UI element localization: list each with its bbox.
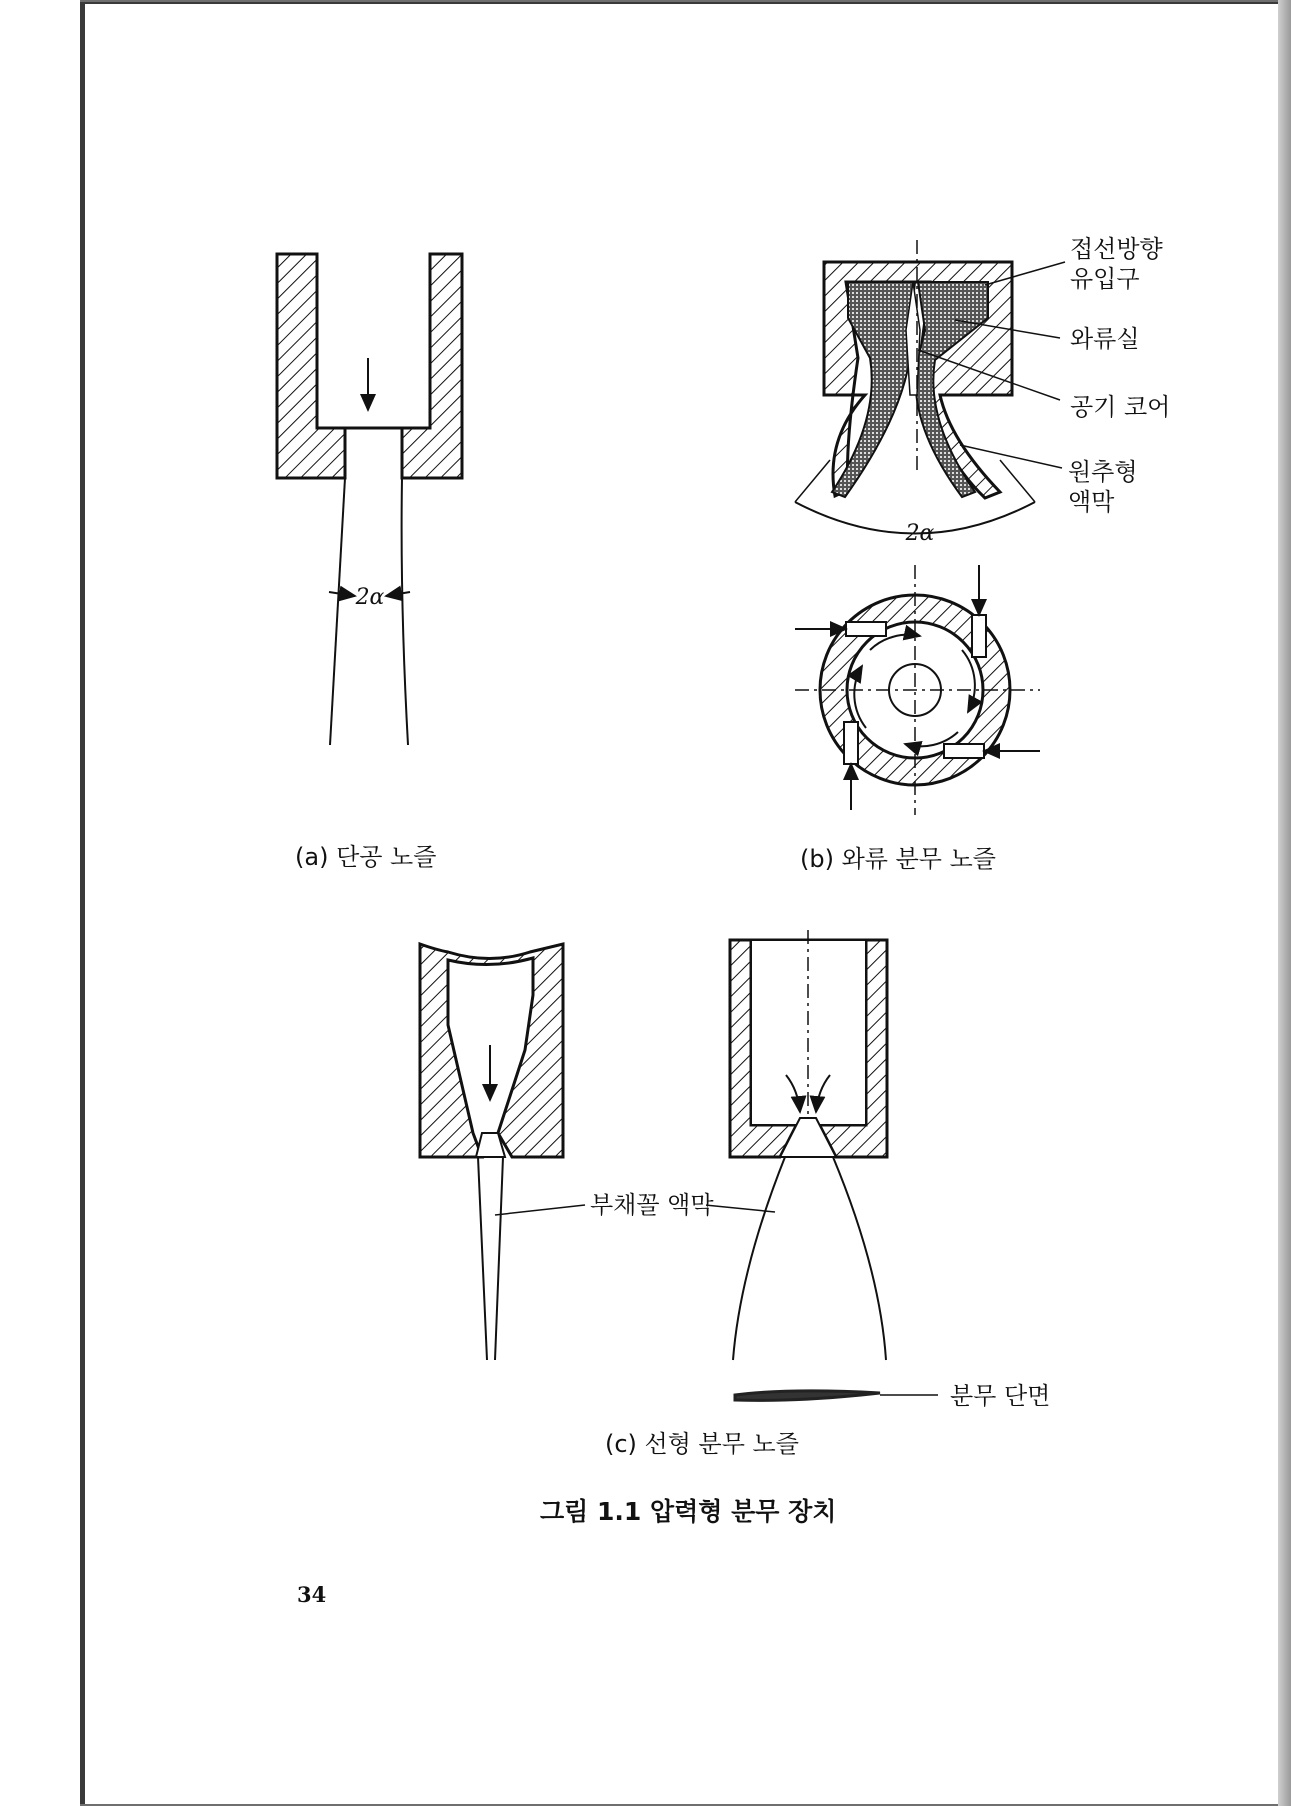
label-spray-section: 분무 단면 bbox=[950, 1382, 1051, 1410]
label-conical-sheet-2: 액막 bbox=[1068, 488, 1115, 516]
caption-c: (c) 선형 분무 노즐 bbox=[605, 1430, 799, 1458]
label-fan-sheet: 부채꼴 액막 bbox=[590, 1191, 714, 1219]
caption-b: (b) 와류 분무 노즐 bbox=[800, 845, 996, 873]
angle-label-a: 2α bbox=[355, 585, 385, 610]
nozzle-c-left-body bbox=[420, 944, 563, 1157]
label-swirl-chamber: 와류실 bbox=[1070, 325, 1140, 353]
angle-label-b: 2α bbox=[905, 521, 935, 546]
label-conical-sheet-1: 원추형 bbox=[1068, 458, 1138, 486]
fan-spray-nozzle-drawing bbox=[420, 930, 938, 1400]
plain-orifice-nozzle-drawing bbox=[277, 254, 462, 745]
caption-a: (a) 단공 노즐 bbox=[295, 843, 437, 871]
figure-title: 그림 1.1 압력형 분무 장치 bbox=[540, 1497, 837, 1526]
swirl-nozzle-drawing bbox=[795, 240, 1065, 815]
page-number: 34 bbox=[297, 1582, 327, 1607]
nozzle-a-body bbox=[277, 254, 462, 478]
label-tangential-inlet-2: 유입구 bbox=[1070, 265, 1140, 293]
label-air-core: 공기 코어 bbox=[1070, 393, 1171, 421]
label-tangential-inlet-1: 접선방향 bbox=[1070, 235, 1163, 263]
